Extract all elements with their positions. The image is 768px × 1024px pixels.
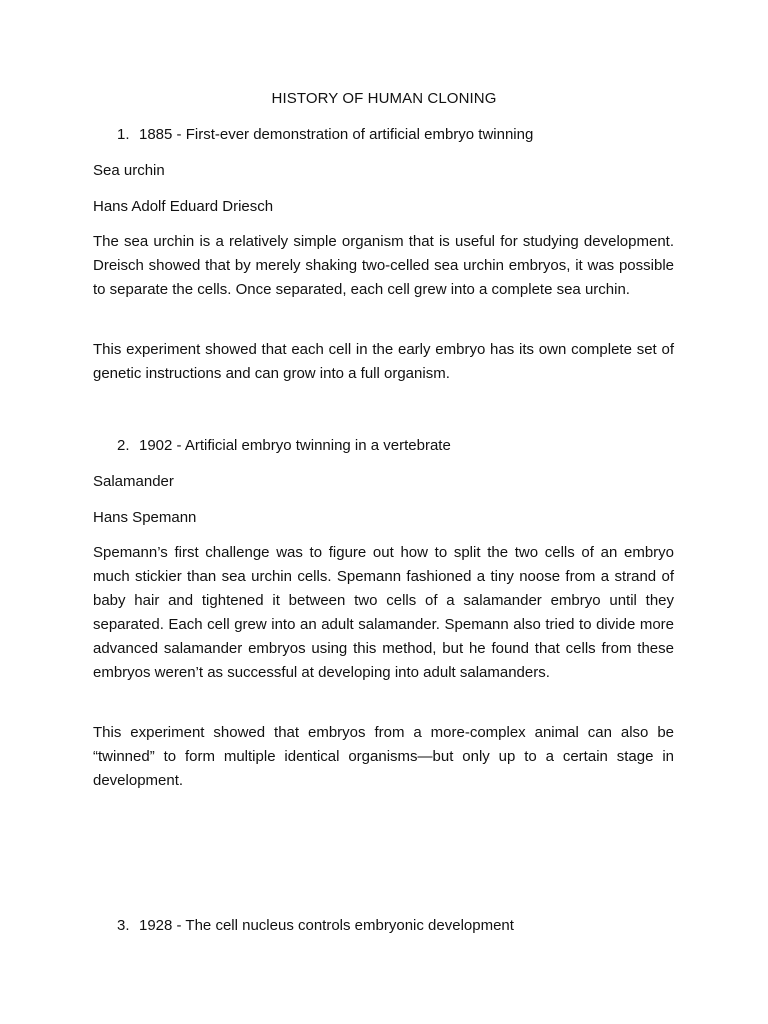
section-heading-text: 1902 - Artificial embryo twinning in a vertebrate xyxy=(139,437,451,454)
section-number: 3. xyxy=(117,917,130,934)
section-number: 2. xyxy=(117,437,130,454)
section-1-scientist: Hans Adolf Eduard Driesch xyxy=(93,198,274,215)
section-2-scientist: Hans Spemann xyxy=(93,509,197,526)
section-3-heading xyxy=(117,917,514,934)
section-1-paragraph-2: This experiment showed that each cell in the early embryo has its own complete set of genetic instructions and can grow into a full organism. xyxy=(93,341,674,382)
section-number: 1. xyxy=(117,126,130,143)
section-2-paragraph-2: This experiment showed that embryos from a more-complex animal can also be “twinned” to form multiple identical organisms—but only up to a certain stage in development. xyxy=(93,724,674,789)
section-2-organism: Salamander xyxy=(93,473,174,490)
section-2-paragraph-1: Spemann’s first challenge was to figure out how to split the two cells of an embryo much stickier than sea urchin cells. Spemann fashioned a tiny noose from a strand of baby hair and tightened it between two cells of a salamander embryo until they separated. Each cell grew into an adult salamander. Spemann also tried to divide more advanced salamander embryos using this method, but he found that cells from these embryos weren’t as successful at developing into adult salamanders. xyxy=(93,544,674,681)
section-1-organism: Sea urchin xyxy=(93,162,165,179)
section-1-heading xyxy=(117,126,533,143)
section-heading-text: 1885 - First-ever demonstration of artificial embryo twinning xyxy=(139,126,534,143)
section-1-paragraph-1: The sea urchin is a relatively simple organism that is useful for studying development. Dreisch showed that by merely shaking two-celled sea urchin embryos, it was possible to separate the cells. Once separated, each cell grew into a complete sea urchin. xyxy=(93,233,674,298)
section-2-heading xyxy=(117,437,451,454)
section-heading-text: 1928 - The cell nucleus controls embryonic development xyxy=(139,917,514,934)
document-title: HISTORY OF HUMAN CLONING xyxy=(271,90,497,107)
